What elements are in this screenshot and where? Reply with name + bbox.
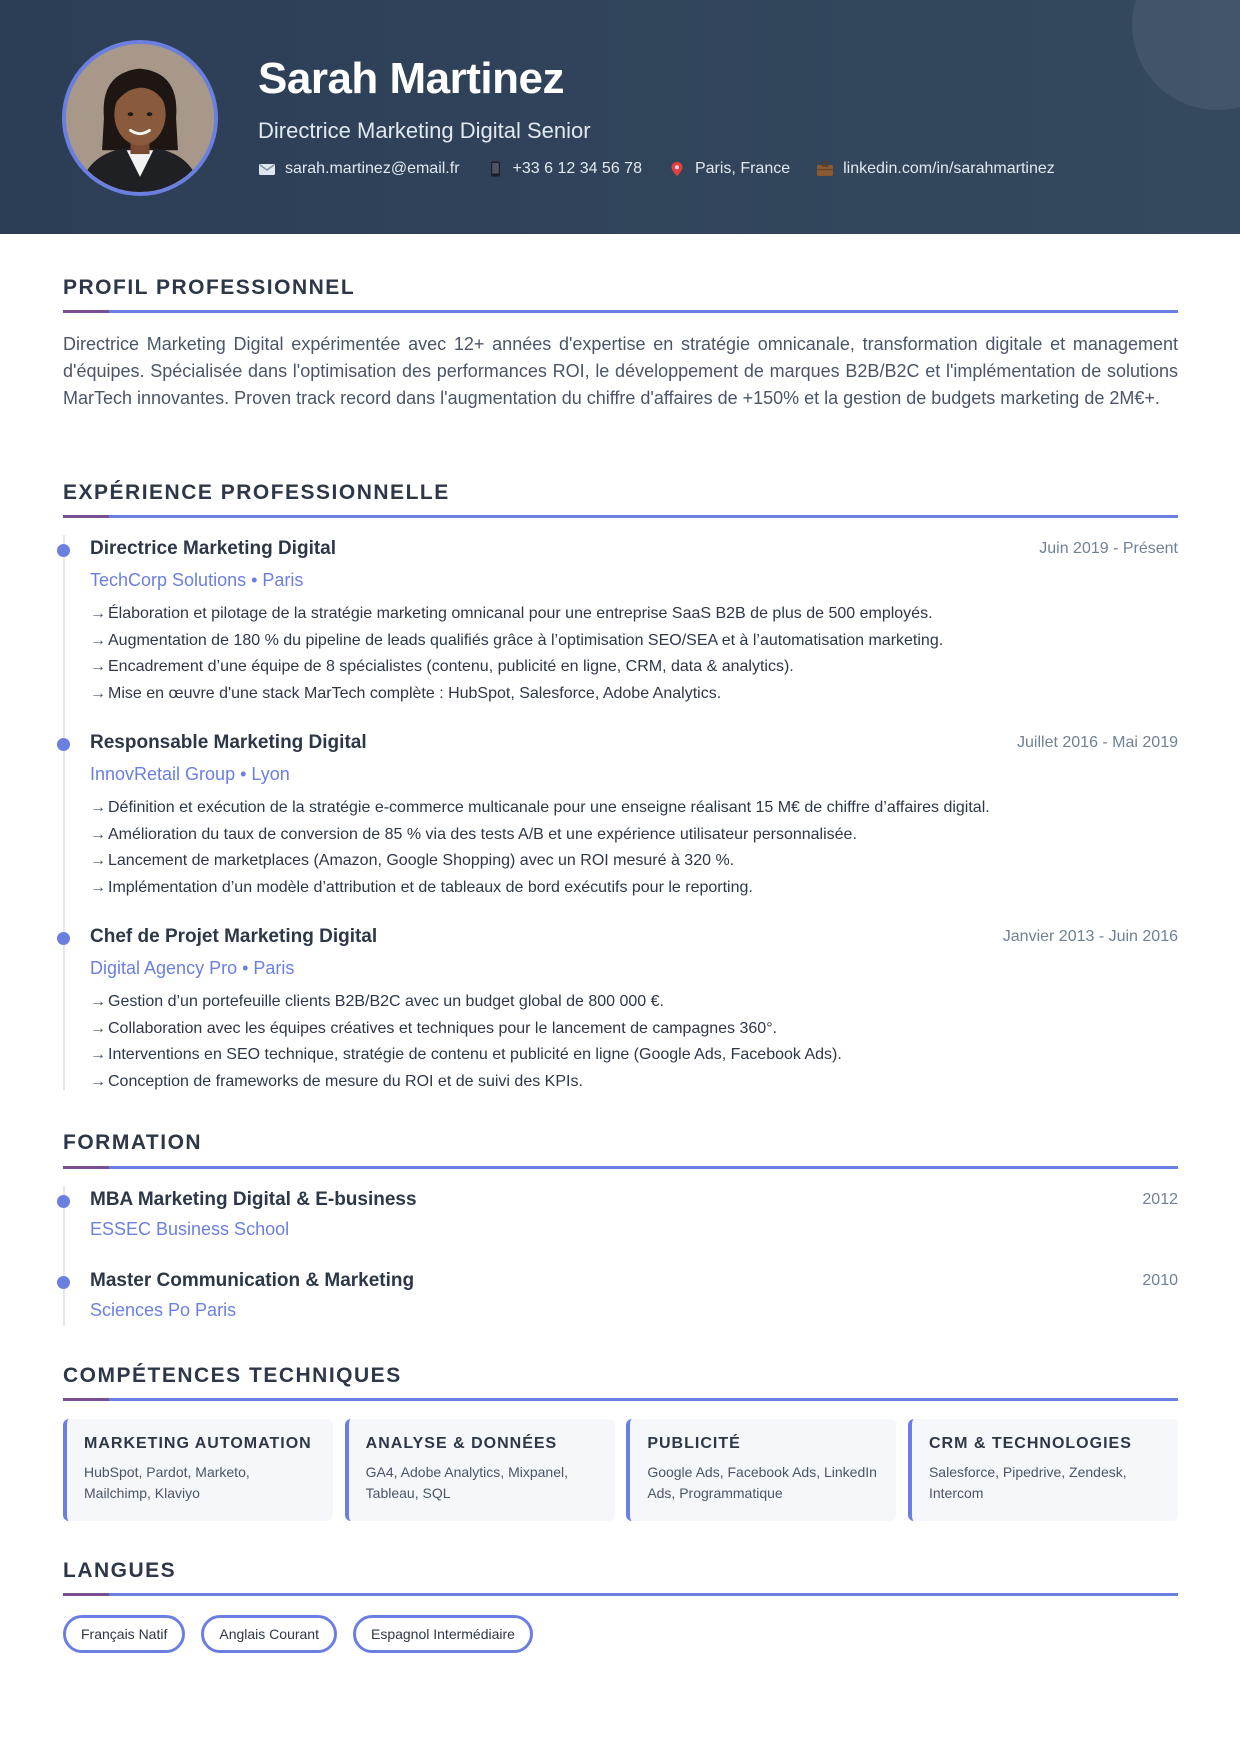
contact-location — [668, 160, 790, 178]
job-dates: Juillet 2016 - Mai 2019 — [1017, 734, 1178, 751]
skill-category: ANALYSE & DONNÉES — [365, 1435, 558, 1452]
job-company: TechCorp Solutions • Paris — [90, 570, 304, 590]
job-company: InnovRetail Group • Lyon — [90, 764, 290, 784]
decorative-circle — [1132, 0, 1240, 110]
list-item: → Définition et exécution de la stratégie e-commerce multicanale pour une enseigne réalisant 15 M€ de chiffre d’affaires digital. — [90, 799, 990, 816]
job-title: Chef de Projet Marketing Digital — [90, 926, 378, 947]
section-divider — [63, 1398, 1178, 1401]
arrow-icon: → — [90, 605, 106, 622]
list-item: → Gestion d’un portefeuille clients B2B/B2C avec un budget global de 800 000 €. — [90, 993, 664, 1010]
briefcase-icon — [816, 161, 834, 177]
list-item: → Encadrement d’une équipe de 8 spécialistes (contenu, publicité en ligne, CRM, data & analytics). — [90, 658, 794, 675]
email-icon — [258, 161, 276, 177]
arrow-icon: → — [90, 1046, 106, 1063]
list-item: → Conception de frameworks de mesure du ROI et de suivi des KPIs. — [90, 1072, 583, 1090]
school-name: Sciences Po Paris — [90, 1300, 237, 1320]
section-divider — [63, 1593, 1178, 1596]
timeline-dot — [57, 1276, 70, 1289]
skills-grid — [63, 1419, 1178, 1521]
profile-summary: Directrice Marketing Digital expérimentée avec 12+ années d'expertise en stratégie omnicanale, transformation digitale et management d'équipes. Spécialisée dans l'optimisation des performances ROI, le développement de marques B2B/B2C et l'implémentation de solutions MarTech innovantes. Proven track record dans l'augmentation du chiffre d'affaires de +150% et la gestion de budgets marketing de 2M€+. — [63, 334, 1178, 408]
arrow-icon: → — [90, 878, 106, 896]
skill-category: MARKETING AUTOMATION — [84, 1435, 312, 1452]
education-timeline — [63, 1186, 1178, 1326]
education-entry — [65, 1267, 1178, 1325]
experience-timeline — [63, 535, 1178, 1090]
degree-year: 2010 — [1142, 1272, 1178, 1289]
arrow-icon: → — [90, 825, 106, 843]
list-item: → Lancement de marketplaces (Amazon, Google Shopping) avec un ROI mesuré à 320 %. — [90, 852, 735, 869]
experience-entry — [65, 729, 1178, 901]
timeline-dot — [57, 738, 70, 751]
experience-entry — [65, 535, 1178, 707]
education-entry — [65, 1186, 1178, 1244]
contact-bar — [258, 160, 1081, 178]
header-banner — [0, 0, 1240, 234]
job-title: Responsable Marketing Digital — [90, 732, 367, 753]
section-title-languages: LANGUES — [63, 1559, 177, 1582]
arrow-icon: → — [90, 1019, 106, 1037]
phone-text: +33 6 12 34 56 78 — [512, 160, 642, 177]
job-bullets — [90, 601, 1178, 707]
skill-items: Salesforce, Pipedrive, Zendesk, Intercom — [928, 1464, 1127, 1501]
skill-card — [626, 1419, 896, 1521]
skill-card — [908, 1419, 1178, 1521]
list-item: → Élaboration et pilotage de la stratégie marketing omnicanal pour une entreprise SaaS B2B de plus de 500 employés. — [90, 605, 933, 622]
portrait-illustration — [66, 44, 214, 192]
linkedin-text: linkedin.com/in/sarahmartinez — [843, 160, 1055, 177]
job-dates: Janvier 2013 - Juin 2016 — [1002, 928, 1178, 945]
language-badge: Espagnol Intermédiaire — [353, 1615, 533, 1653]
degree-title: Master Communication & Marketing — [90, 1270, 415, 1291]
list-item: → Implémentation d’un modèle d’attribution et de tableaux de bord exécutifs pour le reporting. — [90, 878, 753, 896]
arrow-icon: → — [90, 1072, 106, 1090]
job-bullets — [90, 989, 1178, 1095]
section-divider — [63, 1166, 1178, 1169]
section-title-education: FORMATION — [63, 1131, 203, 1154]
section-divider — [63, 515, 1178, 518]
language-badge: Anglais Courant — [201, 1615, 337, 1653]
job-bullets — [90, 795, 1178, 901]
arrow-icon: → — [90, 658, 106, 675]
school-name: ESSEC Business School — [90, 1219, 290, 1239]
experience-entry — [65, 923, 1178, 1095]
arrow-icon: → — [90, 799, 106, 816]
skill-card — [345, 1419, 615, 1521]
languages-list — [63, 1615, 549, 1653]
list-item: → Interventions en SEO technique, stratégie de contenu et publicité en ligne (Google Ads, Facebook Ads). — [90, 1046, 842, 1063]
contact-phone[interactable] — [486, 160, 642, 178]
job-dates: Juin 2019 - Présent — [1039, 540, 1178, 557]
skill-category: CRM & TECHNOLOGIES — [928, 1435, 1132, 1452]
degree-year: 2012 — [1142, 1191, 1178, 1208]
degree-title: MBA Marketing Digital & E-business — [90, 1189, 417, 1210]
list-item: → Augmentation de 180 % du pipeline de leads qualifiés grâce à l’optimisation SEO/SEA et à l’automatisation marketing. — [90, 631, 944, 649]
section-title-profile: PROFIL PROFESSIONNEL — [63, 276, 356, 299]
skill-category: PUBLICITÉ — [647, 1435, 741, 1452]
location-text: Paris, France — [694, 160, 791, 177]
skill-card — [63, 1419, 333, 1521]
language-badge: Français Natif — [63, 1615, 185, 1653]
location-pin-icon — [668, 161, 686, 177]
timeline-dot — [57, 932, 70, 945]
candidate-title: Directrice Marketing Digital Senior — [258, 118, 591, 143]
list-item: → Collaboration avec les équipes créatives et techniques pour le lancement de campagnes 360°. — [90, 1019, 778, 1037]
email-text: sarah.martinez@email.fr — [285, 160, 460, 177]
list-item: → Mise en œuvre d'une stack MarTech complète : HubSpot, Salesforce, Adobe Analytics. — [90, 684, 722, 702]
candidate-name: Sarah Martinez — [258, 54, 564, 103]
timeline-dot — [57, 544, 70, 557]
profile-photo — [62, 40, 218, 196]
section-divider — [63, 310, 1178, 313]
arrow-icon: → — [90, 993, 106, 1010]
arrow-icon: → — [90, 631, 106, 649]
contact-linkedin[interactable] — [816, 160, 1055, 178]
list-item: → Amélioration du taux de conversion de 85 % via des tests A/B et une expérience utilisateur personnalisée. — [90, 825, 857, 843]
skill-items: GA4, Adobe Analytics, Mixpanel, Tableau, SQL — [365, 1464, 568, 1501]
section-title-experience: EXPÉRIENCE PROFESSIONNELLE — [63, 481, 450, 504]
contact-email[interactable] — [258, 160, 460, 178]
phone-icon — [486, 161, 504, 177]
section-title-skills: COMPÉTENCES TECHNIQUES — [63, 1364, 402, 1387]
arrow-icon: → — [90, 852, 106, 869]
job-company: Digital Agency Pro • Paris — [90, 958, 295, 978]
skill-items: Google Ads, Facebook Ads, LinkedIn Ads, Programmatique — [647, 1464, 877, 1501]
timeline-dot — [57, 1195, 70, 1208]
job-title: Directrice Marketing Digital — [90, 538, 337, 559]
skill-items: HubSpot, Pardot, Marketo, Mailchimp, Klaviyo — [84, 1464, 250, 1501]
arrow-icon: → — [90, 684, 106, 702]
